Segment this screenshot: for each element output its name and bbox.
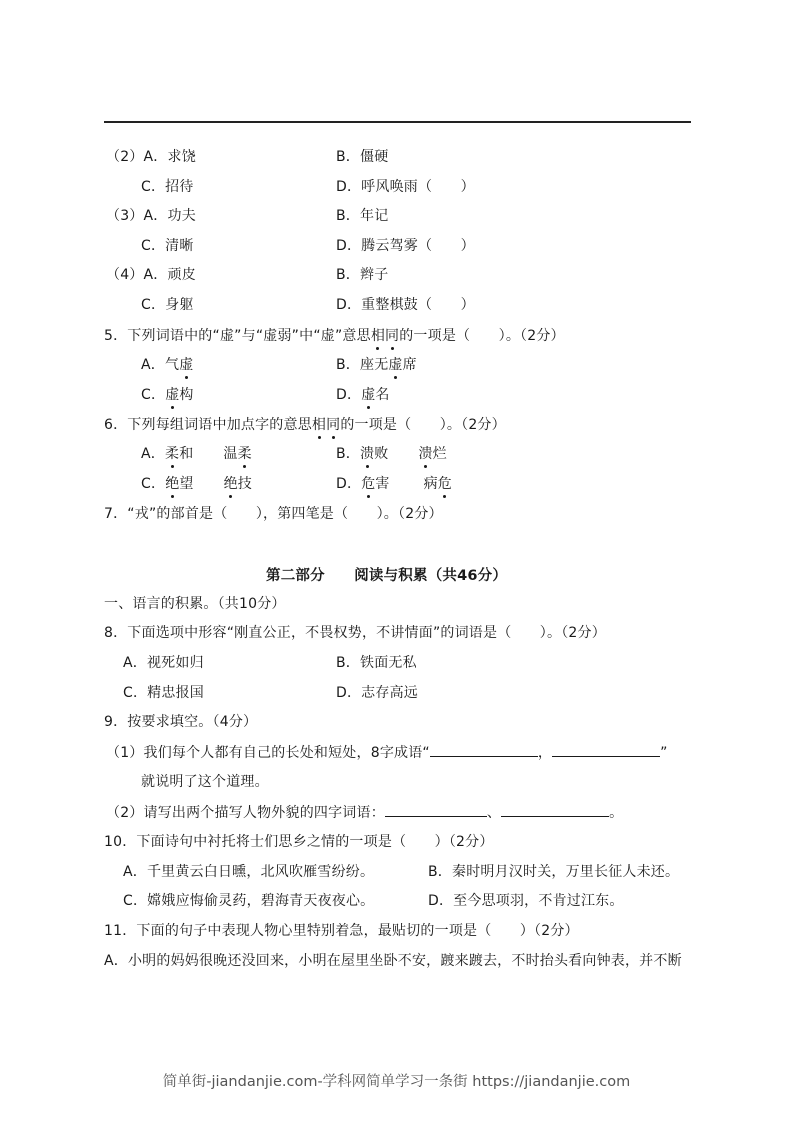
q4-sub3-a: （3）A．功夫 — [106, 208, 196, 224]
q10-option-d: D．至今思项羽，不肯过江东。 — [428, 893, 624, 909]
q4-sub3-c: C．清晰 — [141, 238, 194, 254]
q8-option-d: D．志存高远 — [336, 685, 418, 701]
q9-sub1-cont: 就说明了这个道理。 — [141, 774, 269, 790]
q8-stem: 8．下面选项中形容“刚直公正，不畏权势，不讲情面”的词语是（ ）。（2分） — [104, 625, 606, 641]
q4-sub4-d: D．重整棋鼓（ ） — [336, 297, 475, 313]
q4-sub4-b: B．辫子 — [336, 267, 389, 283]
q5-option-c: C．虚构 — [141, 387, 194, 403]
q9-sub2: （2）请写出两个描写人物外貌的四字词语： 、 。 — [106, 802, 623, 823]
q10-option-c: C．嫦娥应悔偷灵药，碧海青天夜夜心。 — [123, 893, 375, 909]
q9-blank-4[interactable] — [501, 802, 609, 817]
q9-sub1: （1）我们每个人都有自己的长处和短处，8字成语“ ， ” — [106, 742, 668, 763]
q4-sub2-a: （2）A．求饶 — [106, 149, 196, 165]
q9-blank-1[interactable] — [430, 742, 538, 757]
q4-sub2-c: C．招待 — [141, 179, 194, 195]
q5-option-d: D．虚名 — [336, 387, 390, 403]
q5-option-a: A．气虚 — [141, 357, 194, 373]
q6-option-a: A．柔和 温柔 — [141, 446, 252, 462]
q4-sub2-d: D．呼风唤雨（ ） — [336, 179, 475, 195]
q7-stem: 7．“戎”的部首是（ ），第四笔是（ ）。（2分） — [104, 506, 443, 522]
q6-stem: 6．下列每组词语中加点字的意思相同的一项是（ ）。（2分） — [104, 417, 506, 433]
q8-option-b: B．铁面无私 — [336, 655, 417, 671]
part2-title: 第二部分 阅读与积累（共46分） — [266, 568, 508, 584]
q9-blank-3[interactable] — [385, 802, 487, 817]
q4-sub4-c: C．身躯 — [141, 297, 194, 313]
q10-stem: 10．下面诗句中衬托将士们思乡之情的一项是（ ）（2分） — [104, 834, 494, 850]
section1-heading: 一、语言的积累。（共10分） — [104, 596, 286, 612]
q6-option-d: D．危害 病危 — [336, 476, 452, 492]
q11-stem: 11．下面的句子中表现人物心里特别着急，最贴切的一项是（ ）（2分） — [104, 923, 579, 939]
header-rule — [104, 121, 691, 123]
q5-option-b: B．座无虚席 — [336, 357, 417, 373]
q4-sub2-b: B．僵硬 — [336, 149, 389, 165]
q4-sub3-d: D．腾云驾雾（ ） — [336, 238, 475, 254]
q6-option-c: C．绝望 绝技 — [141, 476, 252, 492]
q11-option-a: A．小明的妈妈很晚还没回来，小明在屋里坐卧不安，踱来踱去，不时抬头看向钟表，并不断 — [104, 953, 682, 969]
footer-watermark: 简单街-jiandanjie.com-学科网简单学习一条街 https://jiandanjie.com — [162, 1074, 631, 1090]
q5-stem: 5．下列词语中的“虚”与“虚弱”中“虚”意思相同的一项是（ ）。（2分） — [104, 328, 565, 344]
q4-sub4-a: （4）A．顽皮 — [106, 267, 196, 283]
q6-option-b: B．溃败 溃烂 — [336, 446, 447, 462]
q9-stem: 9．按要求填空。（4分） — [104, 714, 258, 730]
q4-sub3-b: B．年记 — [336, 208, 389, 224]
q8-option-a: A．视死如归 — [123, 655, 204, 671]
q8-option-c: C．精忠报国 — [123, 685, 204, 701]
q9-blank-2[interactable] — [552, 742, 660, 757]
q10-option-b: B．秦时明月汉时关，万里长征人未还。 — [428, 864, 680, 880]
q10-option-a: A．千里黄云白日曛，北风吹雁雪纷纷。 — [123, 864, 375, 880]
